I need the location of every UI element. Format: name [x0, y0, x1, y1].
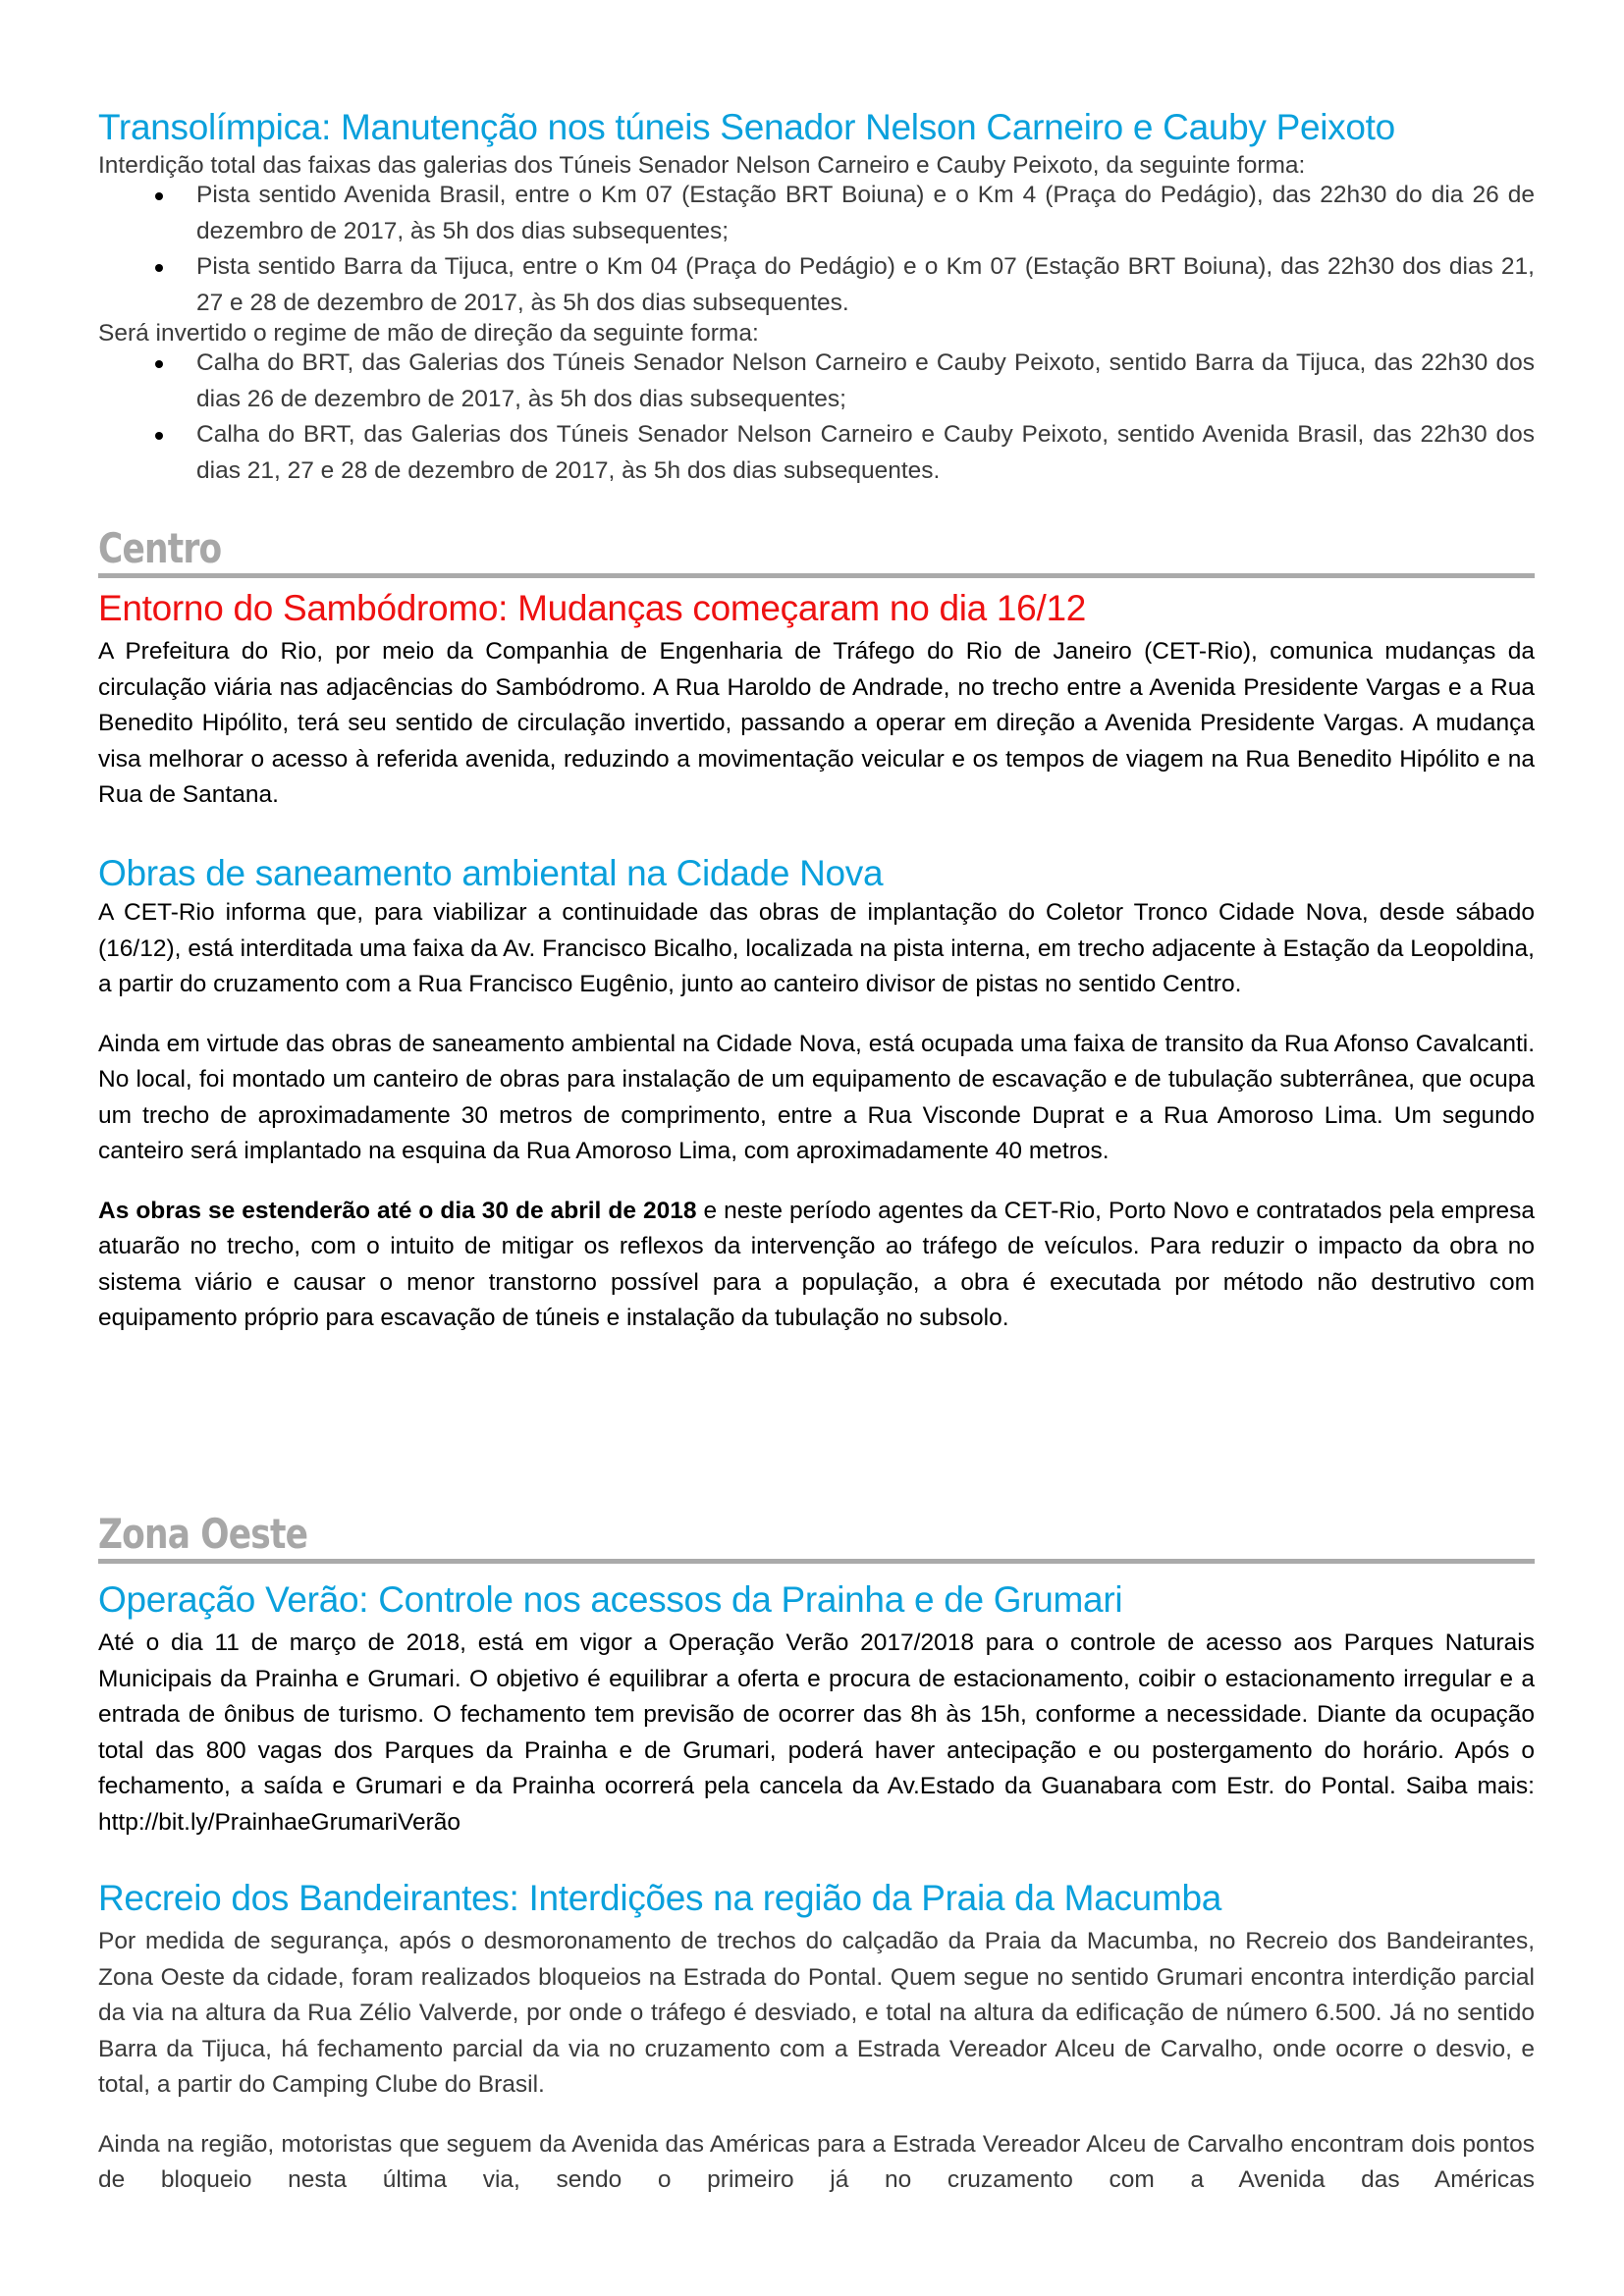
article-cidade-nova — [98, 852, 1535, 1337]
section-divider — [98, 573, 1535, 578]
article-title: Obras de saneamento ambiental na Cidade Nova — [98, 853, 884, 893]
bullet-icon — [155, 432, 163, 440]
article-operacao-verao — [98, 1578, 1535, 1841]
article-paragraph-2: Ainda em virtude das obras de saneamento ambiental na Cidade Nova, está ocupada uma faixa de transito da Rua Afonso Cavalcanti. No local, foi montado um canteiro de obras para instalação de um equipamento de escavação e de tubulação subterrânea, que ocupa um trecho de aproximadamente 30 metros de comprimento, entre a Rua Visconde Duprat e a Rua Amoroso Lima. Um segundo canteiro será implantado na esquina da Rua Amoroso Lima, com aproximadamente 40 metros. — [98, 1030, 1535, 1164]
section-divider — [98, 1559, 1535, 1564]
inversion-list — [98, 346, 1535, 489]
article-recreio — [98, 1877, 1535, 2199]
article-title: Recreio dos Bandeirantes: Interdições na região da Praia da Macumba — [98, 1878, 1222, 1918]
section-header-label: Zona Oeste — [98, 1510, 308, 1558]
article-paragraph-3: As obras se estenderão até o dia 30 de abril de 2018 e neste período agentes da CET-Rio, Porto Novo e contratados pela empresa atuarão no trecho, com o intuito de mitigar os reflexos da intervenção ao tráfego de veículos. Para reduzir o impacto da obra no sistema viário e causar o menor transtorno possível para a população, a obra é executada por método não destrutivo com equipamento próprio para escavação de túneis e instalação da tubulação no subsolo. — [98, 1197, 1535, 1331]
article-transolimpica — [98, 106, 1535, 489]
article-sambodromo — [98, 587, 1535, 814]
article-intro: Interdição total das faixas das galerias dos Túneis Senador Nelson Carneiro e Cauby Peixoto, da seguinte forma: — [98, 152, 1306, 179]
article-title: Entorno do Sambódromo: Mudanças começaram no dia 16/12 — [98, 588, 1086, 628]
closure-list — [98, 178, 1535, 321]
list-item: Calha do BRT, das Galerias dos Túneis Senador Nelson Carneiro e Cauby Peixoto, sentido Barra da Tijuca, das 22h30 dos dias 26 de dezembro de 2017, às 5h dos dias subsequentes; — [98, 346, 1535, 417]
section-header-centro — [98, 526, 1535, 578]
list-item: Calha do BRT, das Galerias dos Túneis Senador Nelson Carneiro e Cauby Peixoto, sentido Avenida Brasil, das 22h30 dos dias 21, 27 e 28 de dezembro de 2017, às 5h dos dias subsequentes. — [98, 417, 1535, 489]
article-title: Operação Verão: Controle nos acessos da Prainha e de Grumari — [98, 1579, 1123, 1620]
list-item: Pista sentido Avenida Brasil, entre o Km 07 (Estação BRT Boiuna) e o Km 4 (Praça do Pedágio), das 22h30 do dia 26 de dezembro de 2017, às 5h dos dias subsequentes; — [98, 178, 1535, 249]
article-body: Até o dia 11 de março de 2018, está em vigor a Operação Verão 2017/2018 para o controle de acesso aos Parques Naturais Municipais da Prainha e Grumari. O objetivo é equilibrar a oferta e procura de estacionamento, coibir o estacionamento irregular e a entrada de ônibus de turismo. O fechamento tem previsão de ocorrer das 8h às 15h, conforme a necessidade. Diante da ocupação total das 800 vagas dos Parques da Prainha e de Grumari, poderá haver antecipação e ou postergamento do horário. Após o fechamento, a saída e Grumari e da Prainha ocorrerá pela cancela da Av.Estado da Guanabara com Estr. do Pontal. Saiba mais: http://bit.ly/PrainhaeGrumariVerão — [98, 1629, 1535, 1836]
section-header-zona-oeste — [98, 1512, 1535, 1564]
bullet-icon — [155, 360, 163, 368]
article-body: A Prefeitura do Rio, por meio da Companhia de Engenharia de Tráfego do Rio de Janeiro (CET-Rio), comunica mudanças da circulação viária nas adjacências do Sambódromo. A Rua Haroldo de Andrade, no trecho entre a Avenida Presidente Vargas e a Rua Benedito Hipólito, terá seu sentido de circulação invertido, passando a operar em direção a Avenida Presidente Vargas. A mudança visa melhorar o acesso à referida avenida, reduzindo a movimentação veicular e os tempos de viagem na Rua Benedito Hipólito e na Rua de Santana. — [98, 638, 1535, 808]
bullet-icon — [155, 192, 163, 200]
article-title: Transolímpica: Manutenção nos túneis Senador Nelson Carneiro e Cauby Peixoto — [98, 107, 1395, 147]
bullet-icon — [155, 264, 163, 272]
article-paragraph-1: Por medida de segurança, após o desmoronamento de trechos do calçadão da Praia da Macumba, no Recreio dos Bandeirantes, Zona Oeste da cidade, foram realizados bloqueios na Estrada do Pontal. Quem segue no sentido Grumari encontra interdição parcial da via na altura da Rua Zélio Valverde, por onde o tráfego é desviado, e total na altura da edificação de número 6.500. Já no sentido Barra da Tijuca, há fechamento parcial da via no cruzamento com a Estrada Vereador Alceu de Carvalho, onde ocorre o desvio, e total, a partir do Camping Clube do Brasil. — [98, 1928, 1535, 2098]
list-item: Pista sentido Barra da Tijuca, entre o Km 04 (Praça do Pedágio) e o Km 07 (Estação BRT Boiuna), das 22h30 dos dias 21, 27 e 28 de dezembro de 2017, às 5h dos dias subsequentes. — [98, 249, 1535, 321]
article-paragraph-2: Ainda na região, motoristas que seguem da Avenida das Américas para a Estrada Vereador Alceu de Carvalho encontram dois pontos de bloqueio nesta última via, sendo o primeiro já no cruzamento com a Avenida das Américas — [98, 2130, 1535, 2193]
section-header-label: Centro — [98, 524, 222, 572]
highlighted-deadline: As obras se estenderão até o dia 30 de abril de 2018 — [98, 1197, 697, 1224]
article-paragraph-1: A CET-Rio informa que, para viabilizar a continuidade das obras de implantação do Coletor Tronco Cidade Nova, desde sábado (16/12), está interditada uma faixa da Av. Francisco Bicalho, localizada na pista interna, em trecho adjacente à Estação da Leopoldina, a partir do cruzamento com a Rua Francisco Eugênio, junto ao canteiro divisor de pistas no sentido Centro. — [98, 899, 1535, 997]
inversion-intro: Será invertido o regime de mão de direção da seguinte forma: — [98, 320, 759, 347]
